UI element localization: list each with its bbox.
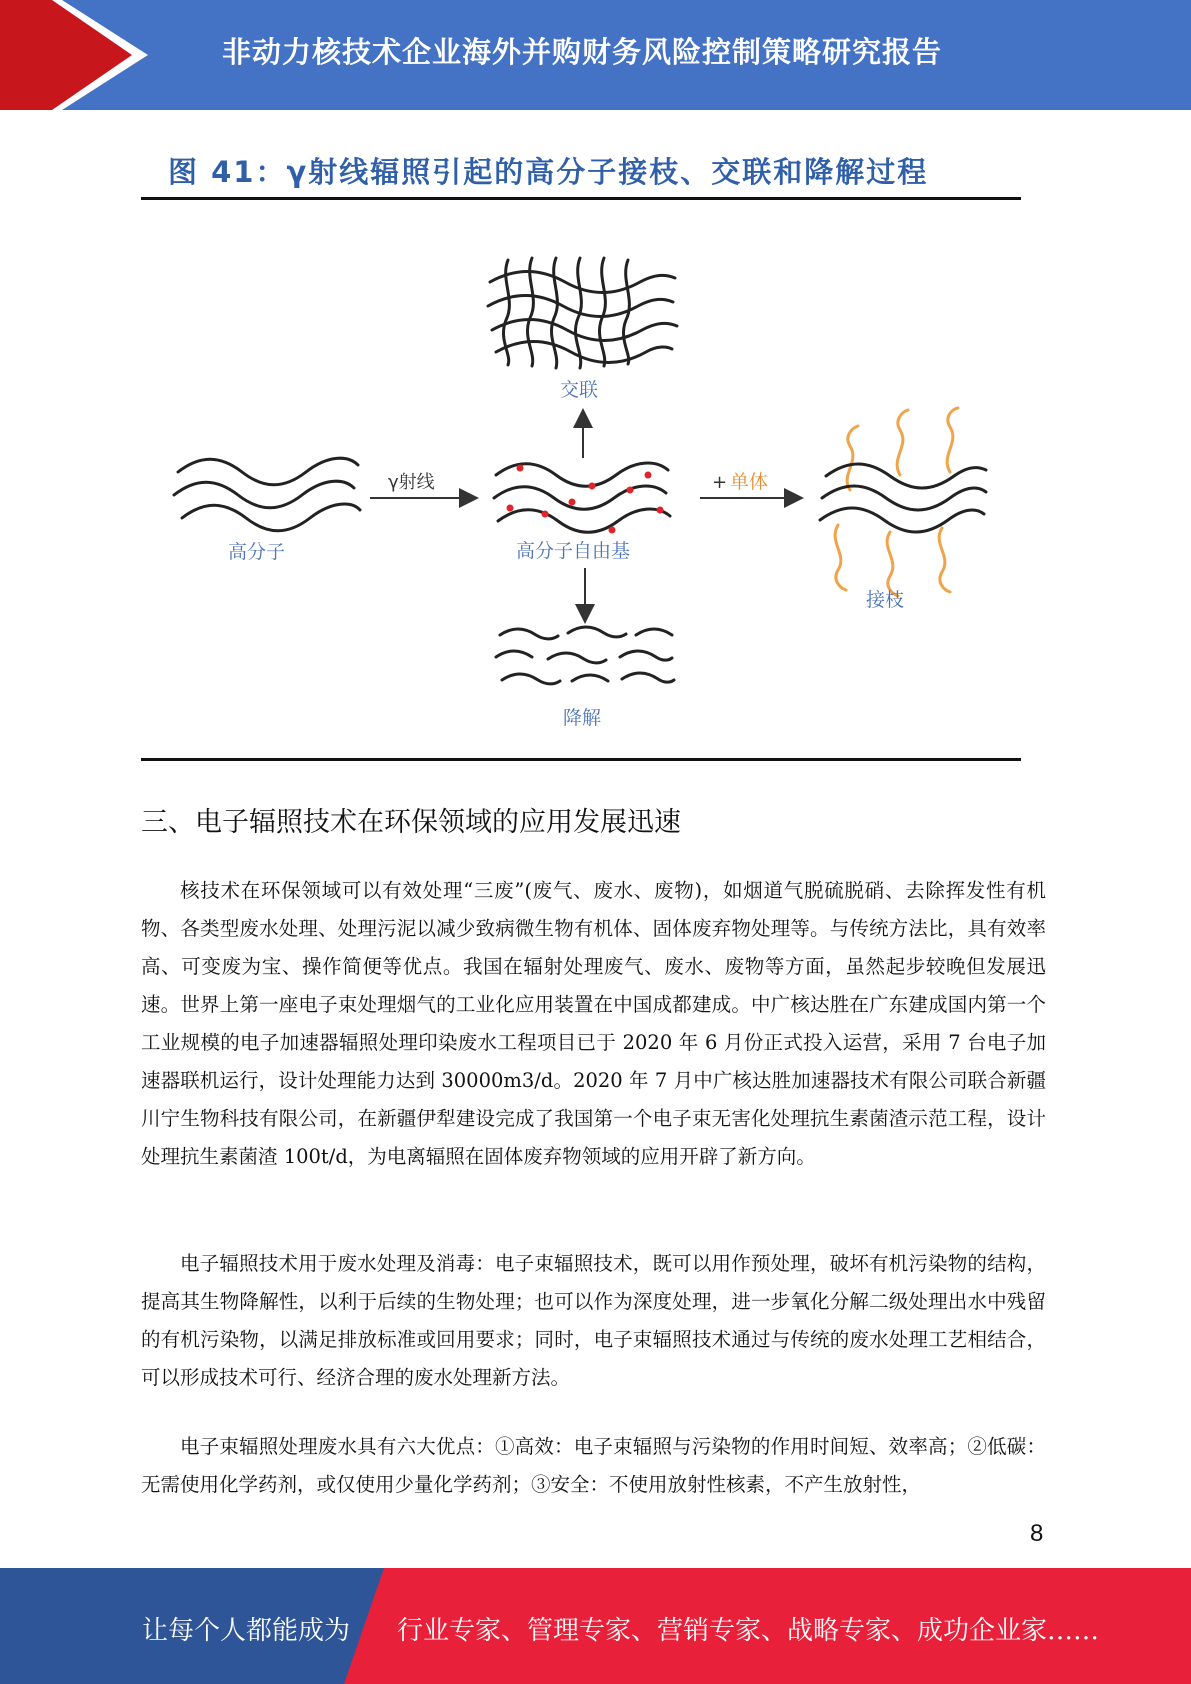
radical-label: 高分子自由基 xyxy=(516,540,631,562)
polymer-radiation-diagram xyxy=(160,250,1020,740)
page-footer xyxy=(0,1568,1191,1684)
figure-bottom-rule xyxy=(141,758,1021,761)
graft-label: 接枝 xyxy=(866,589,905,611)
section-heading: 三、电子辐照技术在环保领域的应用发展迅速 xyxy=(141,807,681,838)
graft-branches-icon xyxy=(835,408,958,596)
report-title: 非动力核技术企业海外并购财务风险控制策略研究报告 xyxy=(222,35,943,69)
gamma-ray-label: γ射线 xyxy=(388,472,435,493)
footer-slogan-right: 行业专家、管理专家、营销专家、战略专家、成功企业家…… xyxy=(397,1616,1100,1646)
crosslink-network-icon xyxy=(488,258,677,368)
paragraph-1: 核技术在环保领域可以有效处理“三废”(废气、废水、废物)，如烟道气脱硫脱硝、去除挥发性有机物、各类型废水处理、处理污泥以减少致病微生物有机体、固体废弃物处理等。与传统方法比，具有效率高、可变废为宝、操作简便等优点。我国在辐射处理废气、废水、废物等方面，虽然起步较晚但发展迅速。世界上第一座电子束处理烟气的工业化应用装置在中国成都建成。中广核达胜在广东建成国内第一个工业规模的电子加速器辐照处理印染废水工程项目已于 2020 年 6 月份正式投入运营，采用 7 台电子加速器联机运行，设计处理能力达到 30000m3/d。2020 年 7 月中广核达胜加速器技术有限公司联合新疆川宁生物科技有限公司，在新疆伊犁建设完成了我国第一个电子束无害化处理抗生素菌渣示范工程，设计处理抗生素菌渣 100t/d，为电离辐照在固体废弃物领域的应用开辟了新方向。 xyxy=(141,879,1046,1168)
figure-caption: 图 41：γ射线辐照引起的高分子接枝、交联和降解过程 xyxy=(168,155,929,189)
footer-slogan-left: 让每个人都能成为 xyxy=(142,1616,351,1646)
radical-dots xyxy=(507,465,664,534)
paragraph-2: 电子辐照技术用于废水处理及消毒：电子束辐照技术，既可以用作预处理，破坏有机污染物的结构，提高其生物降解性，以利于后续的生物处理；也可以作为深度处理，进一步氧化分解二级处理出水中残留的有机污染物，以满足排放标准或回用要求；同时，电子束辐照技术通过与传统的废水处理工艺相结合，可以形成技术可行、经济合理的废水处理新方法。 xyxy=(141,1252,1046,1389)
degradation-label: 降解 xyxy=(563,707,602,729)
polymer-label: 高分子 xyxy=(228,541,286,563)
degradation-fragments-icon xyxy=(496,627,674,684)
header-chevron-icon xyxy=(0,0,160,110)
polymer-chains-icon xyxy=(174,458,360,531)
radical-chains-icon xyxy=(494,463,670,532)
graft-backbone-icon xyxy=(820,464,986,532)
paragraph-3: 电子束辐照处理废水具有六大优点：①高效：电子束辐照与污染物的作用时间短、效率高；②低碳：无需使用化学药剂，或仅使用少量化学药剂；③安全：不使用放射性核素，不产生放射性， xyxy=(141,1435,1046,1496)
page-number: 8 xyxy=(1030,1520,1044,1547)
figure-top-rule xyxy=(141,197,1021,200)
plus-sign: + xyxy=(712,472,728,493)
monomer-label: 单体 xyxy=(730,471,769,493)
page-header xyxy=(0,0,1191,110)
crosslink-label: 交联 xyxy=(560,379,599,401)
